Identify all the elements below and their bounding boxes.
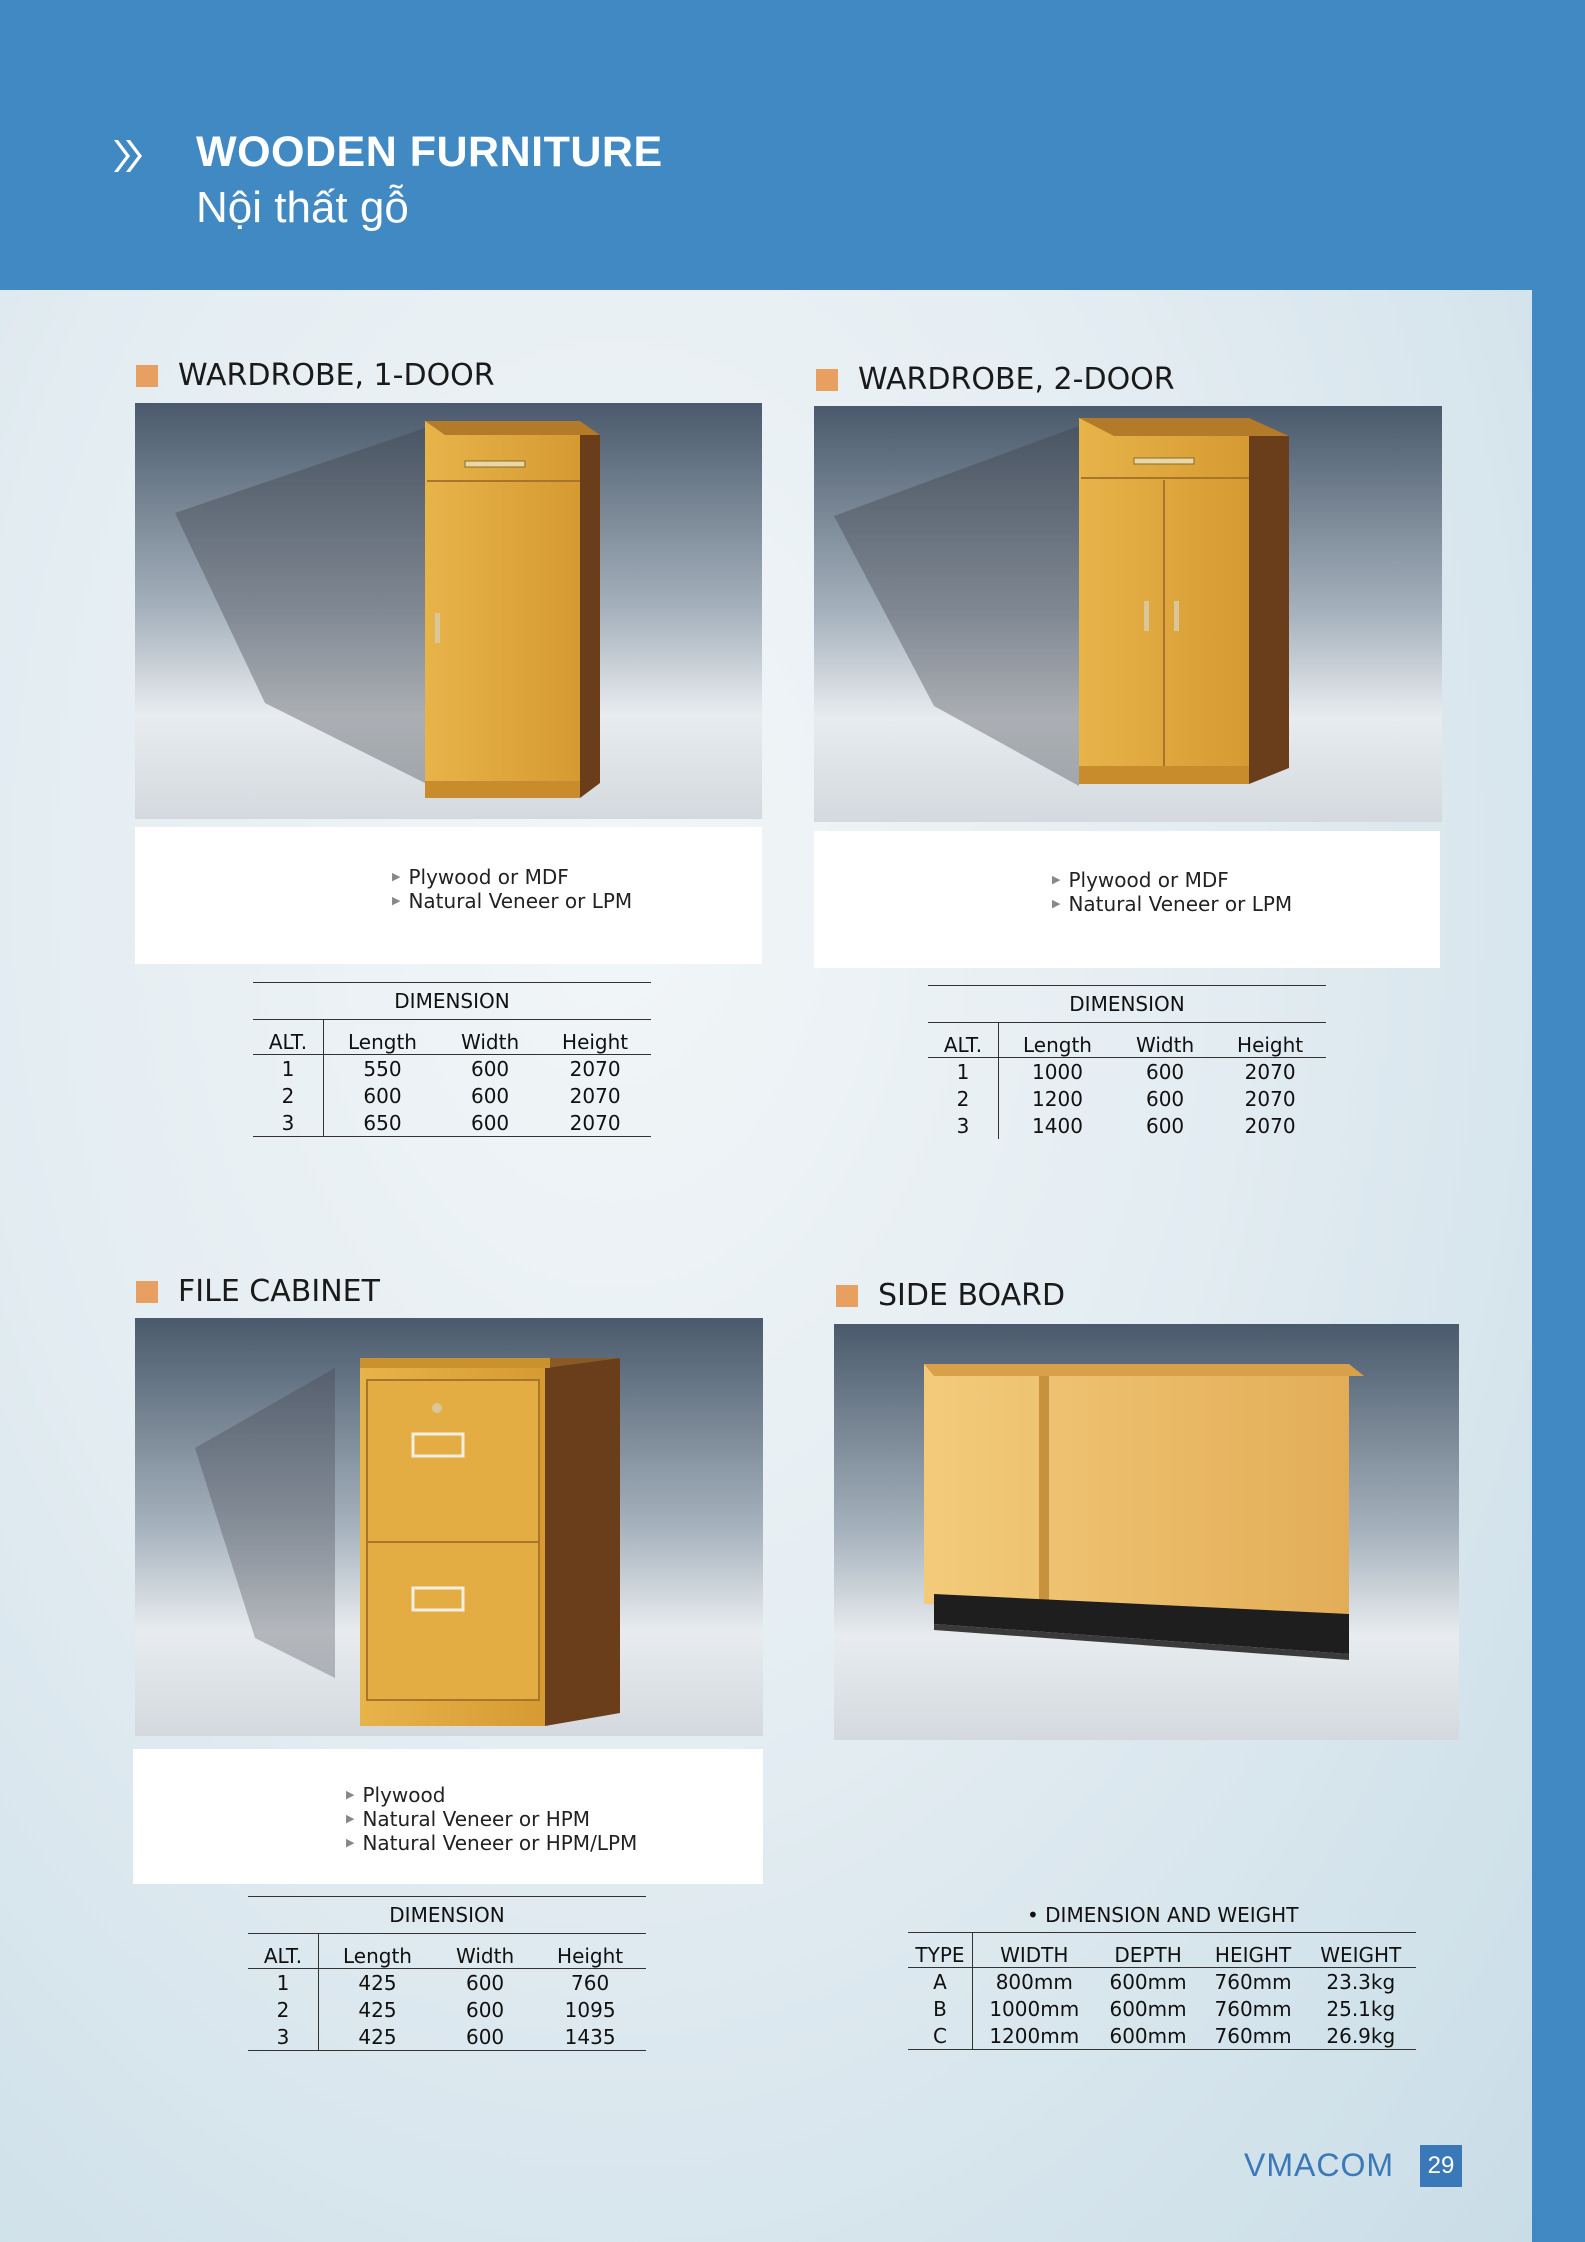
list-item: ▶ Natural Veneer or LPM [1052, 892, 1293, 916]
table-header: TYPE [908, 1933, 973, 1968]
table-header: Width [1116, 1023, 1214, 1058]
table-header: Height [534, 1934, 646, 1969]
file-cabinet-materials [346, 1783, 637, 1855]
table-header: Width [436, 1934, 534, 1969]
table-row: C 1200mm 600mm 760mm 26.9kg [908, 2022, 1416, 2050]
page-number: 29 [1420, 2145, 1462, 2187]
double-chevron-right-icon [112, 138, 144, 178]
section-title-label: SIDE BOARD [878, 1278, 1066, 1313]
section-title-file-cabinet [136, 1274, 380, 1309]
table-header: DEPTH [1096, 1933, 1201, 1968]
side-board-table-caption: • DIMENSION AND WEIGHT [1027, 1903, 1299, 1927]
table-row: 2 1200 600 2070 [928, 1085, 1326, 1112]
section-title-label: WARDROBE, 1-DOOR [178, 358, 495, 393]
bullet-square-icon [136, 365, 158, 387]
table-caption: DIMENSION [928, 986, 1326, 1023]
wardrobe-1-door-materials [392, 865, 632, 913]
triangle-bullet-icon: ▶ [346, 1812, 355, 1825]
table-header: Width [441, 1020, 539, 1055]
file-cabinet-dimension-table [248, 1896, 646, 2051]
list-item: ▶ Plywood or MDF [392, 865, 569, 889]
table-row: 1 1000 600 2070 [928, 1058, 1326, 1086]
table-header: Length [324, 1020, 441, 1055]
bullet-square-icon [136, 1281, 158, 1303]
wardrobe-1-door-photo [135, 403, 762, 819]
table-header: ALT. [248, 1934, 319, 1969]
bullet-square-icon [836, 1285, 858, 1307]
table-header: WIDTH [973, 1933, 1096, 1968]
wardrobe-2-door-dimension-table [928, 985, 1326, 1139]
table-row: 1 550 600 2070 [253, 1055, 651, 1083]
table-header: ALT. [253, 1020, 324, 1055]
table-row: 3 1400 600 2070 [928, 1112, 1326, 1139]
triangle-bullet-icon: ▶ [346, 1836, 355, 1849]
section-title-side-board [836, 1278, 1065, 1313]
brand-logo-text: VMACOM [1244, 2147, 1394, 2183]
table-row: 1 425 600 760 [248, 1969, 646, 1997]
side-board-photo [834, 1324, 1459, 1740]
table-header: Length [999, 1023, 1116, 1058]
triangle-bullet-icon: ▶ [1052, 873, 1061, 886]
table-caption: DIMENSION [253, 983, 651, 1020]
wardrobe-2-door-materials [1052, 868, 1292, 916]
table-caption: DIMENSION [248, 1897, 646, 1934]
triangle-bullet-icon: ▶ [1052, 897, 1061, 910]
table-header: ALT. [928, 1023, 999, 1058]
table-row: A 800mm 600mm 760mm 23.3kg [908, 1968, 1416, 1996]
table-row: 2 425 600 1095 [248, 1996, 646, 2023]
table-header: Height [1214, 1023, 1326, 1058]
section-title-wardrobe-1-door [136, 358, 495, 393]
table-header: WEIGHT [1306, 1933, 1416, 1968]
table-row: 3 425 600 1435 [248, 2023, 646, 2051]
page-header [0, 0, 1585, 290]
right-side-bar [1532, 290, 1585, 2242]
triangle-bullet-icon: ▶ [392, 894, 401, 907]
section-title-label: WARDROBE, 2-DOOR [858, 362, 1175, 397]
wardrobe-2-door-photo [814, 406, 1442, 822]
table-row: 2 600 600 2070 [253, 1082, 651, 1109]
table-row: B 1000mm 600mm 760mm 25.1kg [908, 1995, 1416, 2022]
bullet-square-icon [816, 369, 838, 391]
header-title-english: WOODEN FURNITURE [196, 128, 663, 176]
file-cabinet-photo [135, 1318, 763, 1736]
list-item: ▶ Natural Veneer or HPM [346, 1807, 591, 1831]
side-board-dimension-table [908, 1932, 1416, 2050]
wardrobe-1-door-dimension-table [253, 982, 651, 1137]
list-item: ▶ Natural Veneer or LPM [392, 889, 633, 913]
table-row: 3 650 600 2070 [253, 1109, 651, 1137]
triangle-bullet-icon: ▶ [392, 870, 401, 883]
section-title-wardrobe-2-door [816, 362, 1175, 397]
list-item: ▶ Natural Veneer or HPM/LPM [346, 1831, 638, 1855]
section-title-label: FILE CABINET [178, 1274, 380, 1309]
table-header: Height [539, 1020, 651, 1055]
table-header: Length [319, 1934, 436, 1969]
triangle-bullet-icon: ▶ [346, 1788, 355, 1801]
list-item: ▶ Plywood or MDF [1052, 868, 1229, 892]
header-title-vietnamese: Nội thất gỗ [196, 183, 409, 232]
table-header: HEIGHT [1201, 1933, 1306, 1968]
list-item: ▶ Plywood [346, 1783, 446, 1807]
